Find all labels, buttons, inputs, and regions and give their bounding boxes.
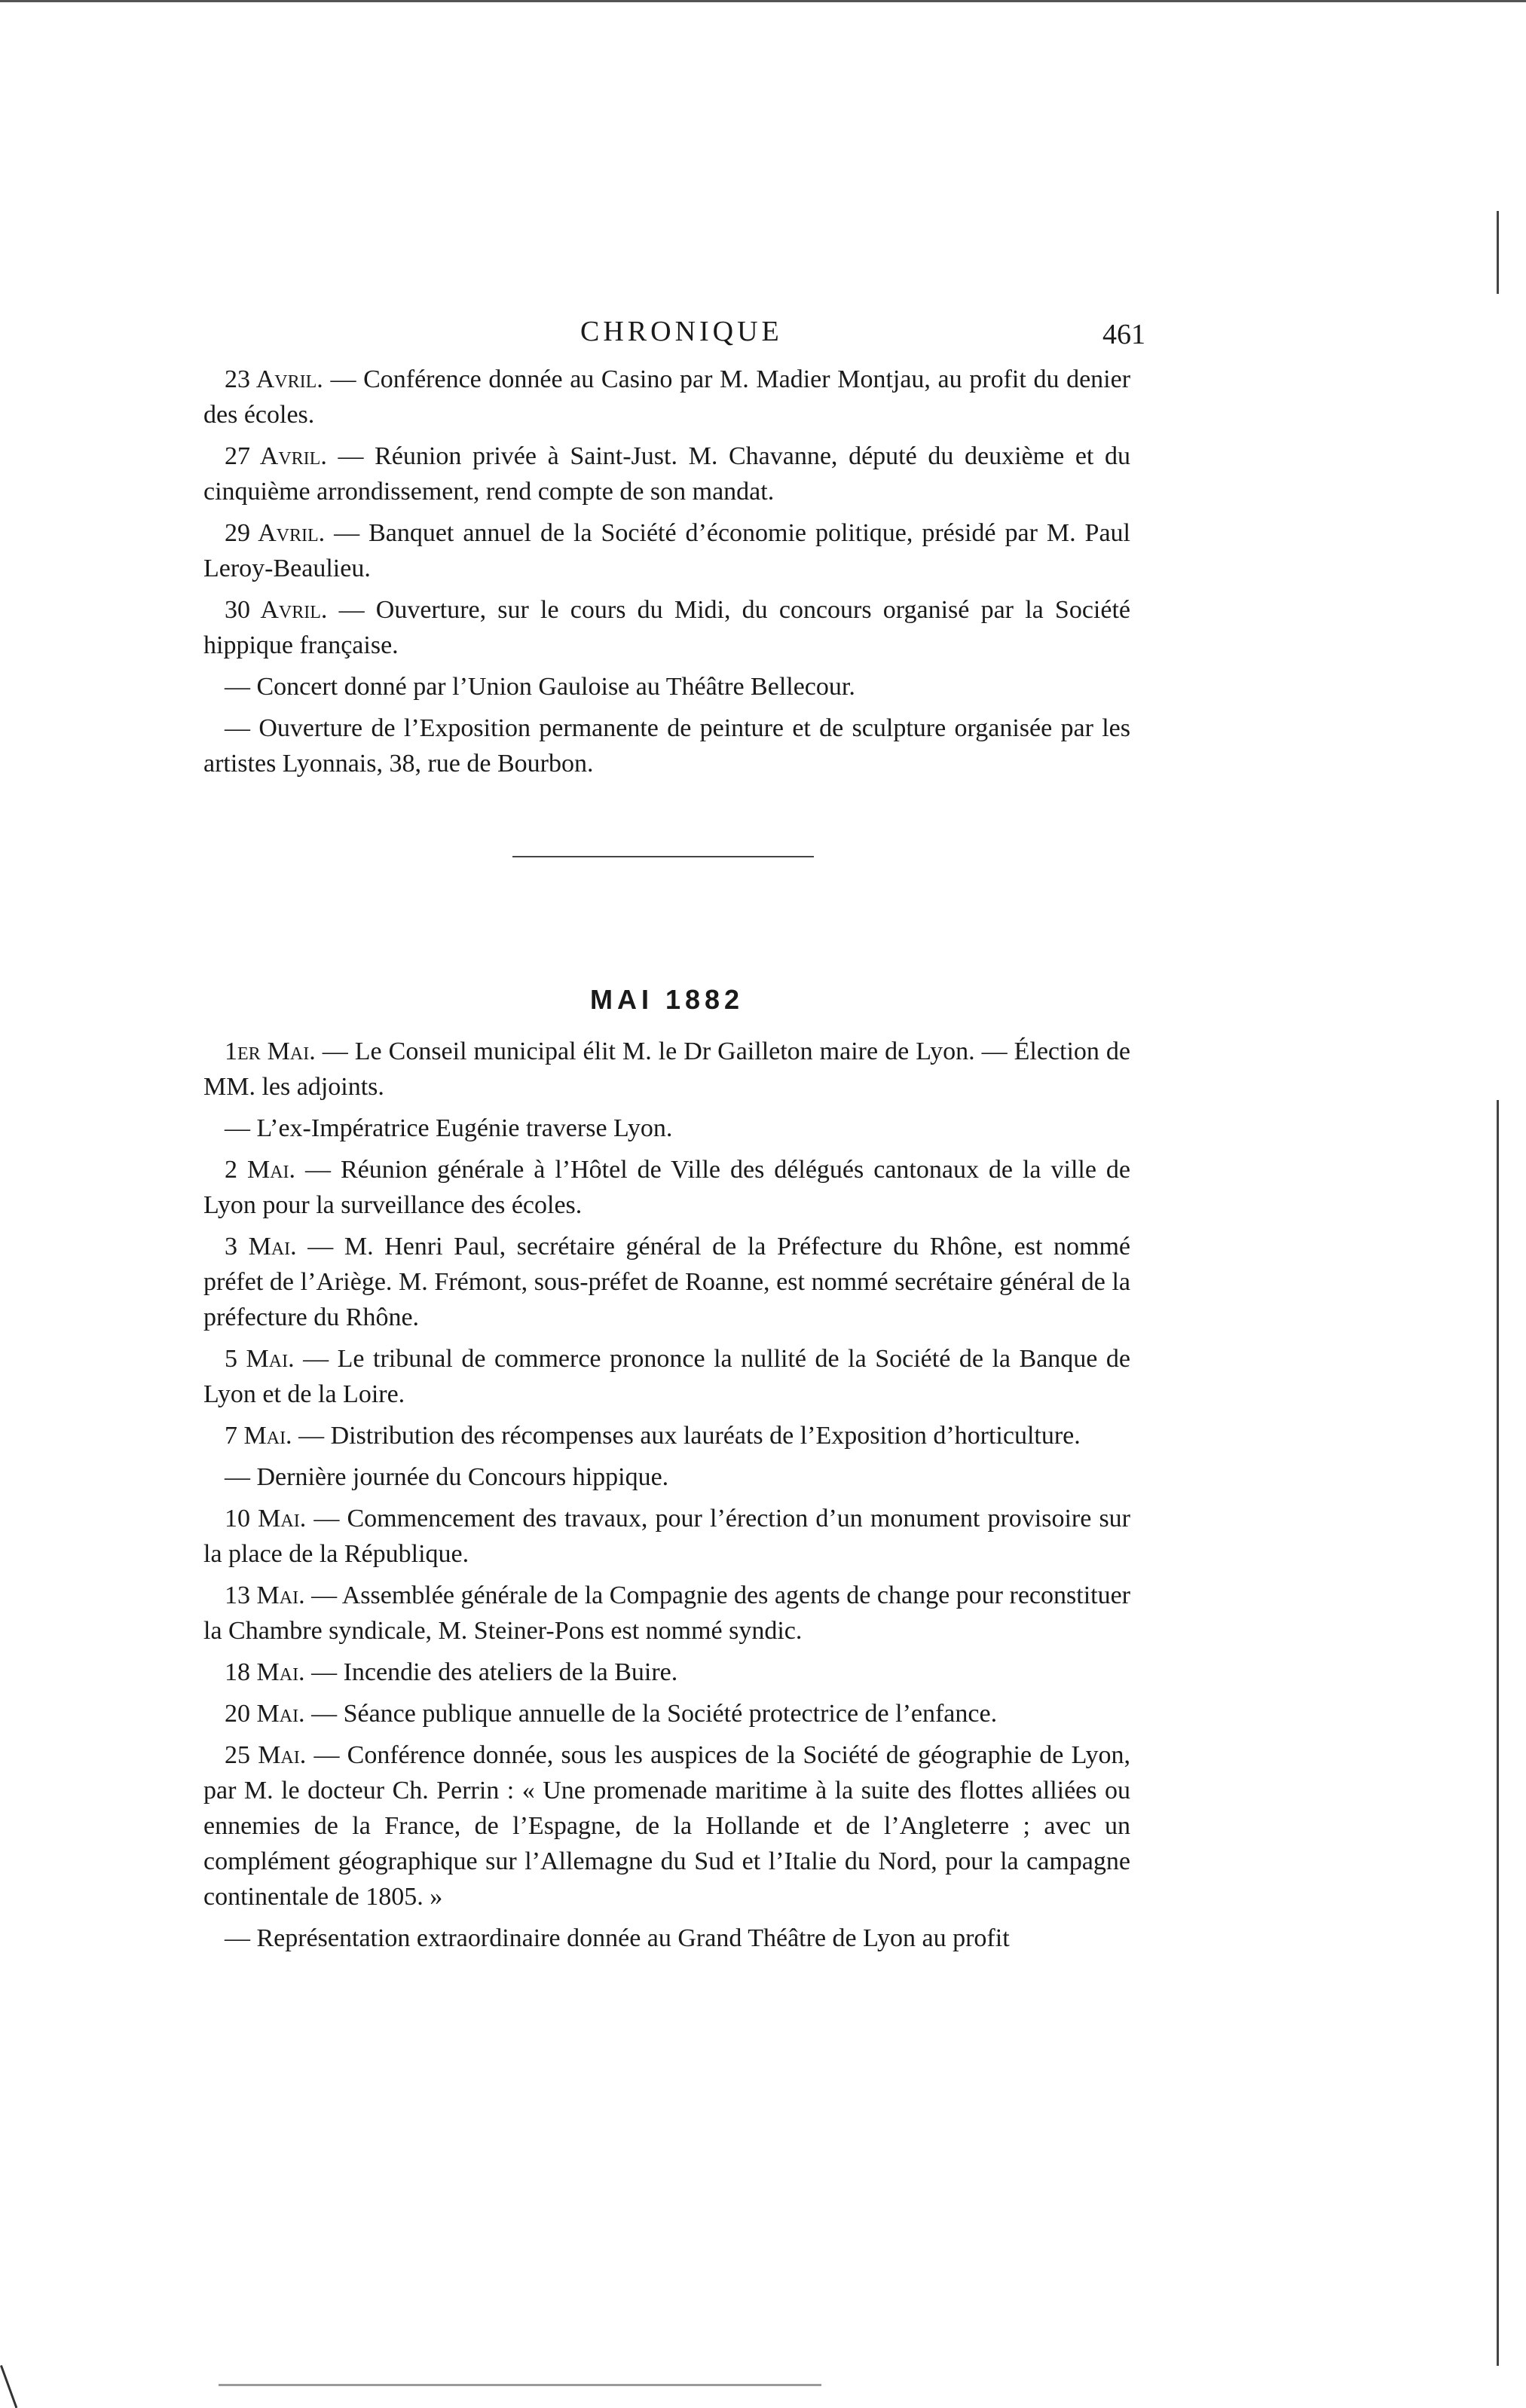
chronicle-entry — [203, 1578, 1130, 1649]
entry-text: — Le tribunal de commerce prononce la nullité de la Société de la Banque de Lyon et de la Loire. — [203, 1345, 1130, 1408]
chronicle-entry — [203, 1737, 1130, 1914]
entry-date: 5 Mai. — [225, 1345, 295, 1373]
month-heading: MAI 1882 — [589, 984, 745, 1015]
entry-text: — Conférence donnée au Casino par M. Madier Montjau, au profit du denier des écoles. — [203, 365, 1131, 429]
page-number: 461 — [1102, 319, 1145, 350]
chronicle-entry — [203, 1111, 1130, 1146]
entry-date: 10 Mai. — [225, 1505, 307, 1533]
entry-text: — Ouverture de l’Exposition permanente de peinture et de sculpture organisée par les artistes Lyonnais, 38, rue de Bourbon. — [203, 714, 1130, 778]
chronicle-entry — [203, 1655, 1130, 1690]
chronicle-entry — [203, 1696, 1130, 1731]
entry-text: — Distribution des récompenses aux lauréats de l’Exposition d’horticulture. — [298, 1422, 1081, 1450]
entry-text: — Le Conseil municipal élit M. le Dr Gailleton maire de Lyon. — Élection de MM. les adjoints. — [203, 1037, 1131, 1101]
corner-scan-mark — [0, 2365, 17, 2408]
chronicle-entry — [203, 1229, 1130, 1335]
entry-date: 3 Mai. — [225, 1233, 297, 1261]
entry-text: — Incendie des ateliers de la Buire. — [311, 1658, 678, 1686]
entry-date: 23 Avril. — [225, 365, 323, 393]
entry-text: — Séance publique annuelle de la Société protectrice de l’enfance. — [311, 1700, 998, 1728]
margin-scan-mark — [1497, 1100, 1499, 2366]
chronicle-entry — [203, 1501, 1130, 1572]
entry-text: — Réunion privée à Saint-Just. M. Chavanne, député du deuxième et du cinquième arrondissement, rend compte de son mandat. — [203, 442, 1131, 506]
may-chronicle — [203, 1034, 1130, 1962]
section-divider — [512, 856, 814, 857]
entry-date: 7 Mai. — [225, 1422, 292, 1450]
chronicle-entry — [203, 1341, 1130, 1412]
entry-text: — Ouverture, sur le cours du Midi, du concours organisé par la Société hippique française. — [203, 596, 1131, 659]
entry-date: 30 Avril. — [225, 596, 328, 624]
margin-scan-mark — [1497, 211, 1499, 294]
chronicle-entry — [203, 1921, 1130, 1956]
chronicle-entry — [203, 1034, 1130, 1105]
chronicle-entry — [203, 515, 1130, 586]
entry-date: 29 Avril. — [225, 519, 326, 547]
entry-text: — Banquet annuel de la Société d’économie politique, présidé par M. Paul Leroy-Beaulieu. — [203, 519, 1130, 582]
entry-date: 18 Mai. — [225, 1658, 305, 1686]
chronicle-entry — [203, 362, 1130, 432]
running-title: CHRONIQUE — [580, 316, 783, 347]
chronicle-entry — [203, 669, 1130, 704]
top-edge-rule — [0, 0, 1526, 2]
entry-text: — L’ex-Impératrice Eugénie traverse Lyon. — [225, 1114, 673, 1142]
chronicle-entry — [203, 1459, 1130, 1495]
entry-text: — Commencement des travaux, pour l’érection d’un monument provisoire sur la place de la République. — [203, 1505, 1131, 1568]
entry-text: — Conférence donnée, sous les auspices de la Société de géographie de Lyon, par M. le docteur Ch. Perrin : « Une promenade maritime à la suite des flottes alliées ou ennemies de la France, de l’Espagne, de la Hollande et de l’Angleterre ; avec un complément géographique sur l’Allemagne du Sud et l’Italie du Nord, pour la campagne continentale de 1805. » — [203, 1741, 1130, 1911]
entry-text: — Représentation extraordinaire donnée au Grand Théâtre de Lyon au profit — [225, 1924, 1010, 1952]
entry-date: 27 Avril. — [225, 442, 327, 470]
entry-date: 13 Mai. — [225, 1581, 305, 1609]
page-header — [203, 315, 1145, 360]
entry-date: 25 Mai. — [225, 1741, 307, 1769]
chronicle-entry — [203, 710, 1130, 781]
entry-text: — Assemblée générale de la Compagnie des agents de change pour reconstituer la Chambre syndicale, M. Steiner-Pons est nommé syndic. — [203, 1581, 1131, 1645]
bottom-edge-rule — [219, 2384, 821, 2386]
entry-date: 1er Mai. — [225, 1037, 316, 1065]
chronicle-entry — [203, 439, 1130, 509]
chronicle-entry — [203, 592, 1130, 663]
entry-date: 20 Mai. — [225, 1700, 305, 1728]
chronicle-entry — [203, 1418, 1130, 1453]
april-chronicle — [203, 362, 1130, 787]
entry-text: — M. Henri Paul, secrétaire général de la Préfecture du Rhône, est nommé préfet de l’Ariège. M. Frémont, sous-préfet de Roanne, est nommé secrétaire général de la préfecture du Rhône. — [203, 1233, 1130, 1331]
entry-text: — Réunion générale à l’Hôtel de Ville des délégués cantonaux de la ville de Lyon pour la surveillance des écoles. — [203, 1156, 1130, 1219]
entry-text: — Concert donné par l’Union Gauloise au Théâtre Bellecour. — [225, 673, 855, 701]
entry-text: — Dernière journée du Concours hippique. — [225, 1463, 669, 1491]
entry-date: 2 Mai. — [225, 1156, 296, 1184]
chronicle-entry — [203, 1152, 1130, 1223]
